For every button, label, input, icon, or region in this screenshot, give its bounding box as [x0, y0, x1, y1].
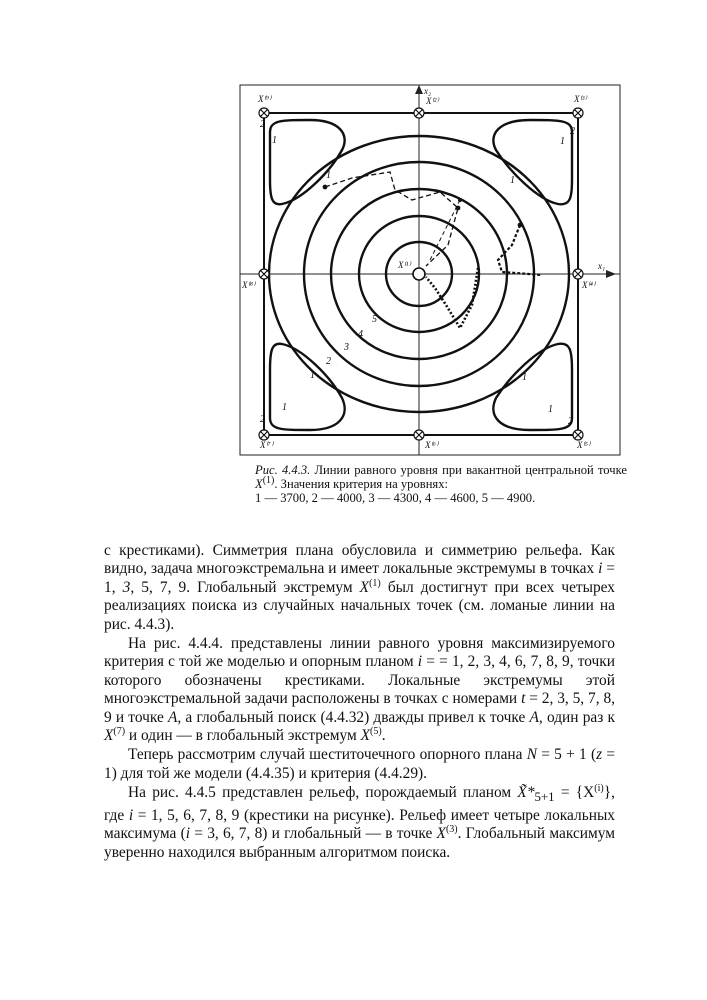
label-x9: X⁽⁹⁾ — [258, 94, 272, 104]
trajectory-4 — [430, 200, 460, 260]
x1-arrow — [606, 270, 616, 278]
p4-plan-eq-index: (i) — [594, 783, 604, 795]
p1-num-3: 3, — [122, 578, 135, 596]
p4-text-c: = 1, 5, 6, 7, 8, 9 (крестики на рисунке). Рельеф имеет четыре локальных максимума ( — [104, 806, 615, 843]
label-x1: X⁽¹⁾ — [398, 260, 411, 270]
label-x2: X⁽²⁾ — [426, 96, 439, 106]
p2-var-t: t — [521, 690, 526, 708]
plan-point-6 — [414, 430, 424, 440]
plan-point-4 — [573, 269, 583, 279]
level-num-1-br: 1 — [548, 404, 553, 415]
x1-axis-label: x₁ — [598, 261, 606, 271]
level-num-1-left: 1 — [326, 170, 331, 181]
vacant-point-1 — [413, 268, 425, 280]
level-num-1-center: 1 — [310, 370, 315, 381]
p3-var-n: N — [526, 746, 537, 764]
paragraph-1 — [104, 542, 615, 634]
caption-text: Линии равного уровня при вакантной центральной точке — [310, 463, 627, 477]
body-text — [104, 542, 615, 862]
p2-text-e: один раз к — [542, 708, 615, 726]
p2-point-x5: X — [360, 727, 371, 745]
p1-text-b: = 1, — [104, 560, 616, 596]
start-point-4 — [458, 198, 462, 202]
plan-point-5 — [573, 430, 583, 440]
p4-plan-subscript: 5+1 — [534, 790, 555, 805]
level-num-5: 5 — [372, 314, 377, 325]
p2-point-x5-index: (5) — [370, 725, 382, 737]
plan-point-8 — [259, 269, 269, 279]
label-x7: X⁽⁷⁾ — [260, 440, 274, 450]
p4-point-x3: X — [436, 825, 446, 843]
p2-var-i: i — [417, 653, 423, 671]
level-num-2-tr: 2 — [570, 126, 575, 137]
label-x3: X⁽³⁾ — [574, 94, 587, 104]
p2-point-x7: X — [104, 727, 114, 745]
contour-plot — [230, 80, 630, 460]
p1-point-index: (1) — [369, 577, 381, 589]
contour-top-right — [493, 120, 572, 204]
p1-text-d: был достигнут при всех четырех реализациях поиска из случайных начальных точек (см. ломаные линии на рис. 4.4.3). — [104, 578, 615, 633]
x2-arrow — [415, 85, 423, 94]
caption-point: X — [255, 477, 263, 492]
start-point-3 — [518, 223, 523, 228]
p1-text-c: 5, 7, 9. Глобальный экстремум — [134, 578, 360, 596]
plan-point-3 — [573, 108, 583, 118]
p2-text-g: . — [381, 727, 386, 745]
caption-levels: 1 — 3700, 2 — 4000, 3 — 4300, 4 — 4600, 5 — 4900. — [255, 491, 536, 506]
p1-var-i: i — [598, 560, 603, 578]
level-num-1-br-inner: 1 — [522, 372, 527, 383]
p2-text-b: = = 1, 2, 3, 4, 6, 7, 8, 9, точки которого обозначены крестиками. Локальные экстремумы этой многоэкстремальной задачи расположены в точках с номерами — [104, 653, 615, 708]
level-num-4: 4 — [358, 329, 363, 340]
label-x5: X⁽⁵⁾ — [577, 440, 591, 450]
level-num-2-br: 2 — [568, 416, 573, 427]
figure-caption — [255, 463, 627, 506]
p2-point-a-1: A, — [167, 708, 182, 726]
level-num-1-tl: 1 — [272, 135, 277, 146]
p4-point-x3-index: (3) — [445, 824, 458, 836]
x2-axis-label: x₂ — [424, 86, 432, 96]
caption-figure-label: Рис. 4.4.3. — [255, 463, 311, 477]
p1-text-a: с крестиками). Симметрия плана обусловила и симметрию рельефа. Как видно, задача многоэкстремальна и имеет локальные экстремумы в точках — [104, 542, 615, 578]
p4-plan-eq: = {X — [554, 784, 595, 802]
p2-text-c: = 2, 3, 5, 7, 8, 9 и точке — [104, 690, 615, 726]
label-x8: X⁽⁸⁾ — [242, 280, 256, 290]
level-num-1-right: 1 — [510, 175, 515, 186]
caption-point-index: (1) — [262, 475, 275, 487]
p3-text-a: Теперь рассмотрим случай шеститочечного опорного плана — [128, 746, 527, 764]
p2-point-x7-index: (7) — [113, 725, 126, 737]
level-num-2-bl: 2 — [260, 414, 265, 425]
search-trajectories — [325, 172, 542, 328]
p4-text-a: На рис. 4.4.5 представлен рельеф, порождаемый планом — [128, 784, 518, 802]
plan-point-2 — [414, 108, 424, 118]
p4-text-e: . Глобальный максимум уверенно находился выбранным алгоритмом поиска. — [104, 825, 615, 861]
level-num-3: 3 — [344, 342, 349, 353]
p2-point-a-2: A, — [529, 708, 543, 726]
p2-text-f: и один — в глобальный экстремум — [125, 727, 361, 745]
label-x6: X⁽⁶⁾ — [425, 440, 439, 450]
p4-plan-eq-end: } — [603, 784, 612, 802]
p2-text-a: На рис. 4.4.4. представлены линии равного уровня максимизируемого критерия с той же моделью и опорным планом — [104, 635, 615, 671]
p4-text-b: , где — [104, 784, 615, 824]
start-points — [323, 185, 523, 228]
caption-text-2: . Значения критерия на уровнях: — [274, 477, 449, 492]
p2-text-d: а глобальный поиск (4.4.32) дважды привел к точке — [181, 708, 530, 726]
paragraph-3 — [104, 746, 615, 783]
contour-figure — [230, 80, 630, 460]
plan-point-7 — [259, 430, 269, 440]
p4-var-i: i — [128, 806, 134, 824]
contour-top-left — [270, 120, 345, 204]
level-num-1-tr: 1 — [560, 136, 565, 147]
p1-point: X — [359, 578, 370, 596]
p4-plan-symbol: X̃* — [517, 784, 535, 802]
start-point-1 — [323, 185, 328, 190]
p3-text-b: = 5 + 1 ( — [537, 746, 597, 764]
paragraph-2 — [104, 635, 615, 745]
level-num-1-bl: 1 — [282, 402, 287, 413]
p3-text-c: = 1) для той же модели (4.4.35) и критерия (4.4.29). — [104, 746, 615, 782]
level-num-2-center: 2 — [326, 356, 331, 367]
p4-var-i-2: i — [185, 825, 190, 843]
p3-var-z: z — [596, 746, 603, 764]
paragraph-4 — [104, 784, 615, 862]
label-x4: X⁽⁴⁾ — [582, 280, 596, 290]
contour-bottom-right — [493, 344, 572, 430]
start-point-2 — [456, 206, 461, 211]
p4-text-d: = 3, 6, 7, 8) и глобальный — в точке — [190, 825, 437, 843]
plan-point-9 — [259, 108, 269, 118]
level-num-2-tl: 2 — [260, 119, 265, 130]
